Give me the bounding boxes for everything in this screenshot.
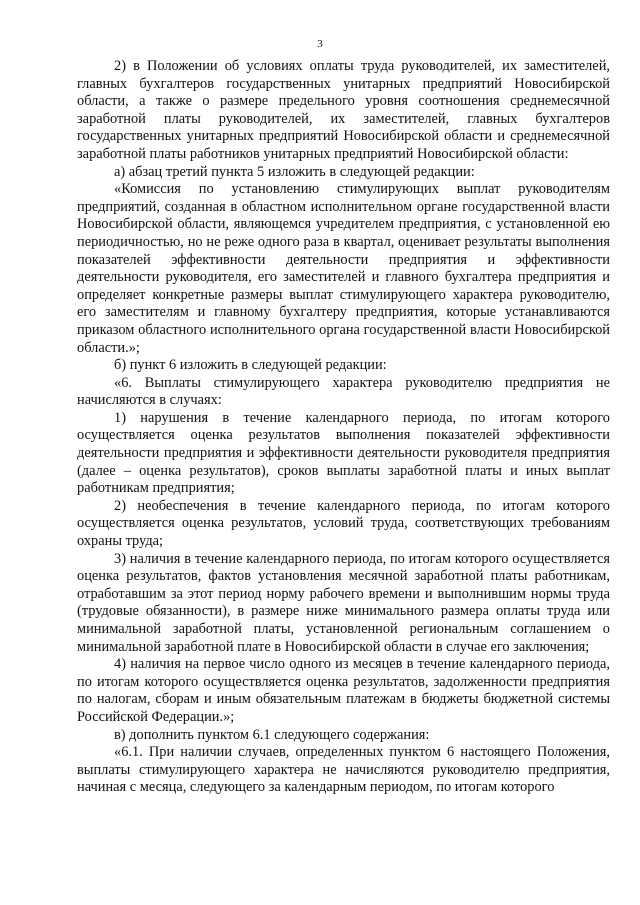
page-number: 3 — [317, 38, 323, 50]
paragraph-commission-quote: «Комиссия по установлению стимулирующих выплат руководителям предприятий, созданная в областном исполнительном органе государственной власти Новосибирской области, являющемся учредителем предприятия, с установленной ею периодичностью, но не реже одного раза в квартал, оценивает результаты выполнения показателей эффективности деятельности предприятия и эффективности деятельности руководителя, его заместителей и главного бухгалтера предприятия и определяет конкретные размеры выплат стимулирующего характера руководителю, его заместителям и главному бухгалтеру предприятия, которые устанавливаются приказом областного исполнительного органа государственной власти Новосибирской области.»; — [77, 181, 610, 356]
paragraph-intro-item-2: 2) в Положении об условиях оплаты труда руководителей, их заместителей, главных бухгалтеров государственных унитарных предприятий Новосибирской области, а также о размере предельного уровня соотношения среднемесячной заработной платы руководителей, их заместителей, главных бухгалтеров государственных унитарных предприятий Новосибирской области и среднемесячной заработной платы работников унитарных предприятий Новосибирской области: — [77, 58, 610, 162]
paragraph-point-6: «6. Выплаты стимулирующего характера руководителю предприятия не начисляются в случаях: — [77, 374, 610, 409]
paragraph-subitem-b: б) пункт 6 изложить в следующей редакции: — [114, 357, 387, 374]
paragraph-subitem-a: а) абзац третий пункта 5 изложить в следующей редакции: — [114, 163, 475, 180]
document-body — [77, 58, 610, 797]
paragraph-case-2: 2) необеспечения в течение календарного периода, по итогам которого осуществляется оценка результатов, условий труда, соответствующих требованиям охраны труда; — [77, 497, 610, 550]
paragraph-point-6-1: «6.1. При наличии случаев, определенных пунктом 6 настоящего Положения, выплаты стимулирующего характера не начисляются руководителю предприятия, начиная с месяца, следующего за календарным периодом, по итогам которого — [77, 744, 610, 796]
paragraph-subitem-v: в) дополнить пунктом 6.1 следующего содержания: — [114, 726, 430, 743]
paragraph-case-3: 3) наличия в течение календарного периода, по итогам которого осуществляется оценка результатов, фактов установления месячной заработной платы работникам, отработавшим за этот период норму рабочего времени и выполнившим нормы труда (трудовые обязанности), в размере ниже минимального размера оплаты труда или минимальной заработной платы, установленной региональным соглашением о минимальной заработной плате в Новосибирской области в случае его заключения; — [77, 550, 610, 655]
paragraph-case-1: 1) нарушения в течение календарного периода, по итогам которого осуществляется оценка результатов выполнения показателей эффективности деятельности предприятия и эффективности деятельности руководителя предприятия (далее – оценка результатов), сроков выплаты заработной платы и иных выплат работникам предприятия; — [77, 409, 610, 497]
paragraph-case-4: 4) наличия на первое число одного из месяцев в течение календарного периода, по итогам которого осуществляется оценка результатов, задолженности предприятия по налогам, сборам и иным обязательным платежам в бюджеты бюджетной системы Российской Федерации.»; — [77, 656, 610, 725]
